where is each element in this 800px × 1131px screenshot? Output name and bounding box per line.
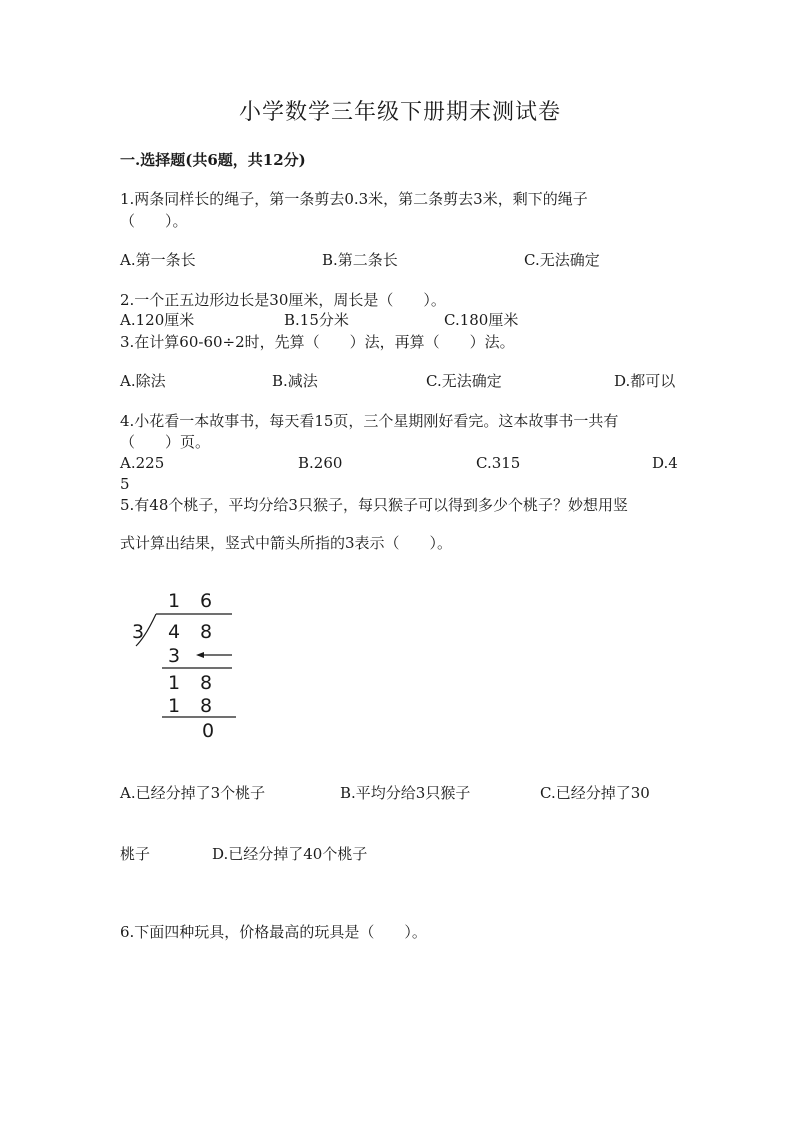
page-title: 小学数学三年级下册期末测试卷 [238,100,561,125]
q4-option-a[interactable]: A.225 [120,454,165,472]
q2-stem: 2.一个正五边形边长是30厘米，周长是（ ）。 [120,291,446,309]
q3-option-d[interactable]: D.都可以 [614,372,676,390]
q4-option-c[interactable]: C.315 [476,454,521,472]
dividend-digit-1: 4 [168,621,181,643]
q1-stem-line1: 1.两条同样长的绳子，第一条剪去0.3米，第二条剪去3米，剩下的绳子 [120,190,588,208]
quotient-digit-1: 1 [168,590,181,612]
step2-digit-1: 1 [168,672,181,694]
q3-option-b[interactable]: B.减法 [272,372,318,390]
q3-option-a[interactable]: A.除法 [120,372,166,390]
q5-option-c-wrap: 桃子 [120,845,151,863]
q1-option-c[interactable]: C.无法确定 [524,251,600,269]
remainder: 0 [202,720,215,742]
q3-option-c[interactable]: C.无法确定 [426,372,502,390]
section-heading: 一.选择题(共6题，共12分) [120,151,306,169]
q2-option-a[interactable]: A.120厘米 [120,311,195,329]
q2-option-b[interactable]: B.15分米 [284,311,349,329]
q4-option-b[interactable]: B.260 [298,454,343,472]
q1-option-a[interactable]: A.第一条长 [120,251,196,269]
q5-stem-line2: 式计算出结果，竖式中箭头所指的3表示（ ）。 [120,534,453,552]
q5-stem-line1: 5.有48个桃子，平均分给3只猴子，每只猴子可以得到多少个桃子？妙想用竖 [120,496,628,514]
step-digit-3: 3 [168,645,181,667]
long-division-figure [120,582,250,752]
q4-option-d-wrap: 5 [120,475,130,493]
dividend-digit-2: 8 [200,621,213,643]
step3-digit-1: 1 [168,695,181,717]
q6-stem: 6.下面四种玩具，价格最高的玩具是（ ）。 [120,923,427,941]
divisor: 3 [132,621,145,643]
q1-stem-line2: （ ）。 [120,212,188,230]
q3-stem: 3.在计算60-60÷2时，先算（ ）法，再算（ ）法。 [120,333,515,351]
step3-digit-2: 8 [200,695,213,717]
q2-option-c[interactable]: C.180厘米 [444,311,519,329]
q5-option-b[interactable]: B.平均分给3只猴子 [340,784,471,802]
q5-option-a[interactable]: A.已经分掉了3个桃子 [120,784,266,802]
q5-option-d[interactable]: D.已经分掉了40个桃子 [212,845,368,863]
q4-stem-line1: 4.小花看一本故事书，每天看15页，三个星期刚好看完。这本故事书一共有 [120,412,619,430]
arrow-icon [196,652,204,658]
quotient-digit-2: 6 [200,590,213,612]
step2-digit-2: 8 [200,672,213,694]
q5-option-c[interactable]: C.已经分掉了30 [540,784,650,802]
q4-option-d[interactable]: D.4 [652,454,678,472]
q1-option-b[interactable]: B.第二条长 [322,251,398,269]
q4-stem-line2: （ ）页。 [120,433,211,451]
